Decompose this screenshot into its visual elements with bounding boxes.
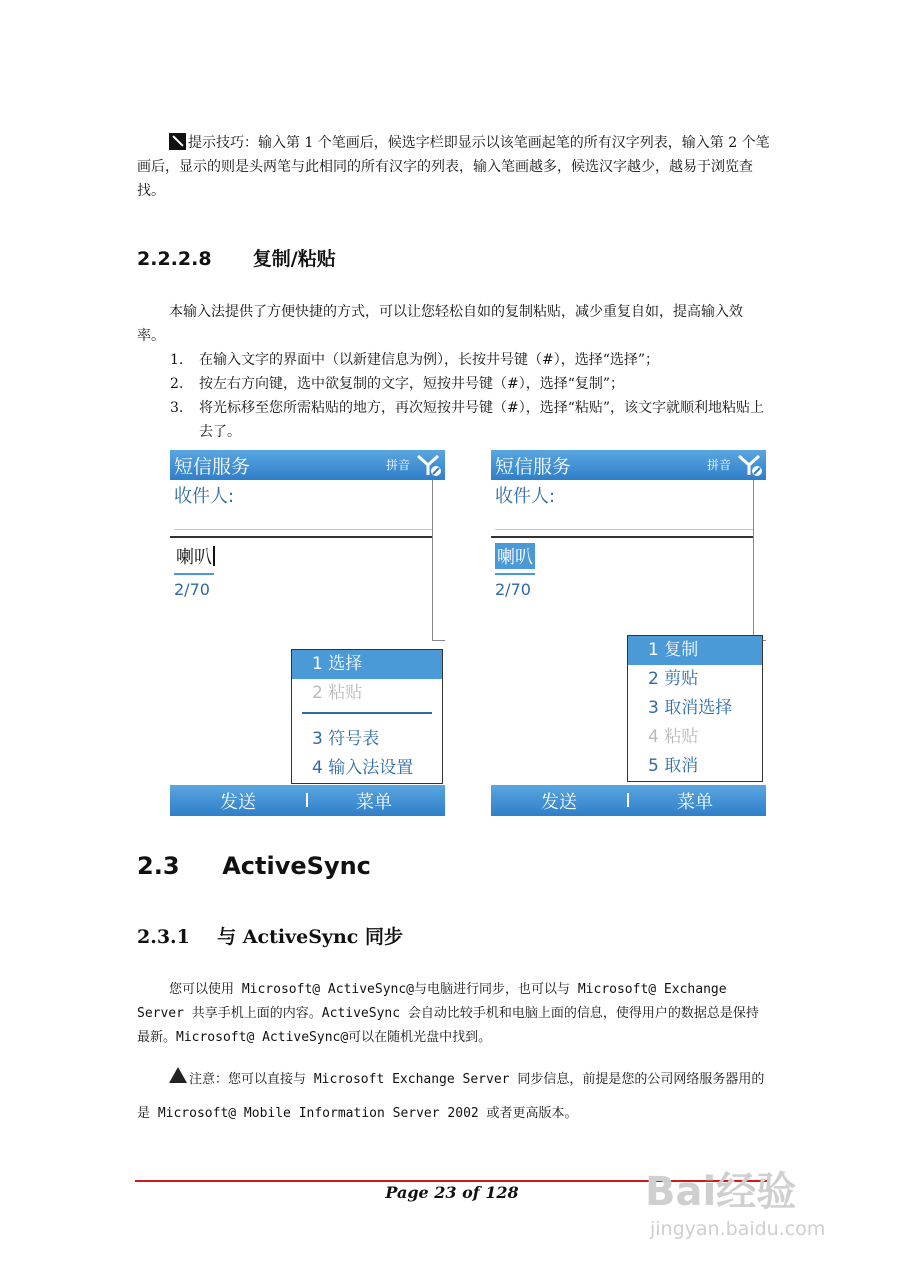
page-number: Page 23 of 128 — [385, 1183, 519, 1202]
screen-title: 短信服务 — [174, 456, 251, 478]
softkey-divider — [627, 793, 629, 807]
section-heading-2228 — [137, 244, 336, 271]
menu-item-paste[interactable]: 4 粘贴 — [648, 727, 699, 747]
tip-text: 输入第 1 个笔画后，候选字栏即显示以该笔画起笔的所有汉字列表，输入第 2 个笔画后，显示的则是头两笔与此相同的所有汉字的列表，输入笔画越多，候选汉字越少，越易于浏览查找。 — [137, 135, 770, 199]
menu-item-copy[interactable]: 1 复制 — [628, 636, 762, 665]
menu-item-cancel[interactable]: 5 取消 — [648, 756, 699, 776]
menu-item-paste[interactable]: 2 粘贴 — [312, 683, 363, 703]
note-text: 注意：您可以直接与 Microsoft Exchange Server 同步信息，前提是您的公司网络服务器用的是 Microsoft@ Mobile Information Server 2002 或者更高版本。 — [137, 1072, 765, 1121]
phone-screen-2 — [491, 450, 766, 816]
divider — [491, 536, 766, 538]
section-number: 2.3 — [137, 852, 180, 880]
popup-menu — [291, 649, 443, 784]
section-title: ActiveSync — [222, 852, 371, 880]
char-counter: 2/70 — [495, 580, 531, 599]
menu-item-deselect[interactable]: 3 取消选择 — [648, 698, 733, 718]
char-counter: 2/70 — [174, 580, 210, 599]
phone-screen-1 — [170, 450, 445, 816]
section-title: 复制/粘贴 — [252, 248, 336, 270]
watermark-logo: Bai经验 — [645, 1169, 797, 1215]
popup-menu — [627, 635, 763, 782]
message-field[interactable]: 喇叭 — [495, 543, 535, 569]
signal-icon — [737, 453, 763, 477]
message-field[interactable]: 喇叭 — [174, 543, 217, 569]
recipient-label: 收件人: — [495, 486, 556, 507]
menu-item-cut[interactable]: 2 剪贴 — [648, 669, 699, 689]
underline — [495, 573, 535, 575]
underline — [174, 573, 214, 575]
tip-pen-icon — [169, 133, 186, 150]
section-number: 2.2.2.8 — [137, 248, 212, 270]
menu-separator — [292, 708, 442, 725]
activesync-paragraph: 您可以使用 Microsoft@ ActiveSync@与电脑进行同步，也可以与 Microsoft@ Exchange Server 共享手机上面的内容。ActiveSync 会自动比较手机和电脑上面的信息，使得用户的数据总是保持最新。Microsoft@ ActiveSync@可以在随机光盘中找到。 — [137, 982, 759, 1045]
divider — [174, 529, 432, 530]
menu-item-ime-settings[interactable]: 4 输入法设置 — [312, 758, 414, 778]
divider — [495, 529, 753, 530]
recipient-label: 收件人: — [174, 486, 235, 507]
intro-paragraph: 本输入法提供了方便快捷的方式，可以让您轻松自如的复制粘贴，减少重复自如，提高输入效率。 — [137, 304, 743, 344]
menu-item-symbols[interactable]: 3 符号表 — [312, 729, 380, 749]
divider — [170, 536, 445, 538]
tip-paragraph — [137, 131, 770, 203]
watermark-url: jingyan.baidu.com — [650, 1218, 826, 1240]
list-item: 2. 按左右方向键，选中欲复制的文字，短按井号键（#），选择“复制”； — [170, 376, 625, 392]
warning-icon — [169, 1067, 187, 1083]
scrollbar[interactable] — [753, 480, 766, 641]
ime-indicator: 拼音 — [707, 458, 732, 472]
steps-list — [137, 348, 770, 444]
note-paragraph — [137, 1063, 770, 1131]
softkey-send[interactable]: 发送 — [220, 792, 256, 813]
title-bar — [170, 450, 445, 480]
text-cursor — [213, 546, 215, 566]
softkey-menu[interactable]: 菜单 — [677, 792, 713, 813]
section-heading-23 — [137, 852, 371, 880]
tip-label: 提示技巧： — [188, 135, 258, 151]
section-heading-231 — [137, 922, 403, 949]
list-item: 1. 在输入文字的界面中（以新建信息为例），长按井号键（#），选择“选择”； — [170, 352, 660, 368]
softkey-bar — [170, 785, 445, 816]
signal-icon — [416, 453, 442, 477]
menu-item-select[interactable]: 1 选择 — [292, 650, 442, 679]
section-title: 与 ActiveSync 同步 — [217, 926, 403, 948]
softkey-bar — [491, 785, 766, 816]
softkey-menu[interactable]: 菜单 — [356, 792, 392, 813]
ime-indicator: 拼音 — [386, 458, 411, 472]
screen-title: 短信服务 — [495, 456, 572, 478]
section-number: 2.3.1 — [137, 926, 190, 948]
softkey-divider — [306, 793, 308, 807]
title-bar — [491, 450, 766, 480]
list-item: 3. 将光标移至您所需粘贴的地方，再次短按井号键（#），选择“粘贴”，该文字就顺利地粘贴上去了。 — [170, 400, 765, 440]
scrollbar[interactable] — [432, 480, 445, 641]
softkey-send[interactable]: 发送 — [541, 792, 577, 813]
